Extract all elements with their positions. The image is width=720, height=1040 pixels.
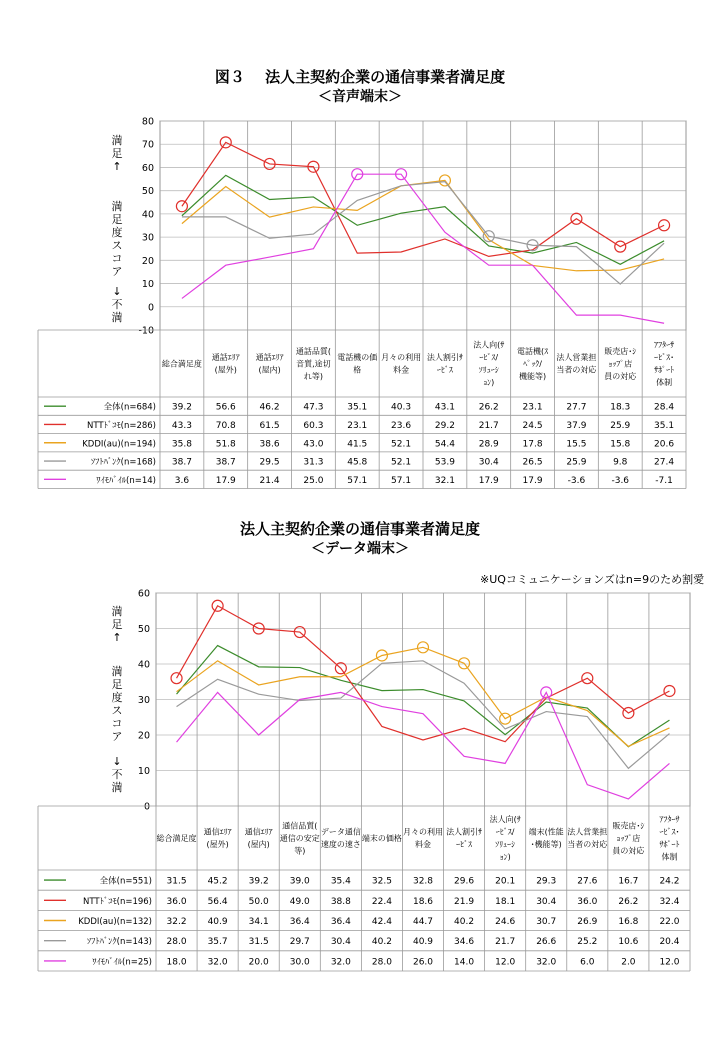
- chart1-ytick-label: 40: [141, 209, 154, 221]
- chart1-ytick-label: 0: [147, 302, 154, 314]
- chart2-ylabel-top: 満足↑: [111, 605, 123, 644]
- chart1-data-label: -7.1: [655, 475, 673, 486]
- chart2-title: 法人主契約企業の通信事業者満足度: [239, 520, 480, 538]
- chart2-data-label: 18.0: [166, 957, 187, 968]
- chart1-category-label: 月々の利用料金: [381, 353, 422, 375]
- chart2-category-label: 通信ｴﾘｱ(屋内): [244, 827, 273, 849]
- chart1-data-label: 29.5: [259, 457, 280, 468]
- chart1-data-label: 43.1: [434, 402, 455, 413]
- chart2-series-line: [177, 606, 670, 742]
- chart1-legend-label: ｿﾌﾄﾊﾞﾝｸ(n=168): [90, 457, 156, 468]
- chart2-data-label: 36.4: [289, 917, 310, 927]
- chart2-data-label: 26.0: [412, 957, 434, 968]
- chart2-data-label: 31.5: [166, 876, 187, 887]
- chart1-data-label: 53.9: [434, 457, 455, 468]
- chart2-data-label: 26.9: [577, 917, 598, 927]
- chart2-data-label: 29.7: [289, 937, 310, 948]
- chart2-data-label: 24.2: [659, 876, 680, 887]
- chart2-series-line: [177, 692, 670, 799]
- chart1-data-label: 18.3: [610, 402, 631, 413]
- chart1-data-label: 32.1: [434, 475, 455, 486]
- chart2-data-label: 21.7: [495, 937, 516, 948]
- chart1-data-label: 38.7: [215, 457, 236, 468]
- chart1-ytick-label: 30: [141, 232, 154, 244]
- chart2-category-label: 端末(性能･機能等): [528, 827, 564, 849]
- chart2-data-label: 40.2: [454, 917, 475, 927]
- chart2-data-label: 28.0: [166, 937, 187, 948]
- chart2-data-label: 25.2: [577, 937, 598, 948]
- chart2-data-label: 30.4: [330, 937, 351, 948]
- chart2-ytick-label: 40: [137, 659, 150, 671]
- chart2-data-label: 50.0: [248, 896, 269, 907]
- chart1-data-label: 37.9: [566, 420, 587, 431]
- chart1-data-label: 35.8: [171, 439, 192, 450]
- chart1-ytick-label: 50: [141, 186, 154, 198]
- chart1-ytick-label: 80: [141, 116, 154, 128]
- chart1-data-label: 28.9: [478, 439, 499, 450]
- chart1-data-label: 60.3: [303, 420, 324, 431]
- chart1-data-label: -3.6: [611, 475, 630, 486]
- chart1-data-label: 21.7: [478, 420, 499, 431]
- chart1-data-label: 26.2: [478, 402, 499, 413]
- chart1-data-label: 39.2: [171, 402, 192, 413]
- chart2-data-label: 30.4: [536, 896, 557, 907]
- chart1-data-label: 57.1: [347, 475, 368, 486]
- chart2-data-label: 42.4: [371, 917, 392, 927]
- chart2-data-label: 12.0: [495, 957, 516, 968]
- chart1-data-label: 23.6: [391, 420, 412, 431]
- chart1-data-label: 17.9: [215, 475, 236, 486]
- chart2-data-label: 20.1: [495, 876, 516, 887]
- chart1-subtitle: ＜音声端末＞: [318, 89, 402, 105]
- chart1-ytick-label: -10: [138, 325, 154, 337]
- chart1-data-label: 27.7: [566, 402, 587, 413]
- chart2-ytick-label: 0: [143, 801, 150, 813]
- chart1-data-label: 15.5: [566, 439, 587, 450]
- chart2-data-label: 32.4: [659, 896, 680, 907]
- chart1-data-label: 38.6: [259, 439, 280, 450]
- chart2-data-label: 27.6: [577, 876, 598, 887]
- chart2-data-label: 49.0: [289, 896, 310, 907]
- chart2-series-line: [177, 661, 670, 769]
- chart1-data-label: 17.9: [522, 475, 543, 486]
- chart2-data-label: 56.4: [207, 896, 228, 907]
- chart2-ytick-label: 30: [137, 695, 150, 706]
- chart2-data-label: 39.0: [289, 876, 310, 887]
- chart1-data-label: -3.6: [567, 475, 586, 486]
- chart1-data-label: 57.1: [391, 475, 412, 486]
- chart2-data-label: 32.0: [330, 957, 351, 968]
- chart2-legend-label: 全体(n=551): [99, 876, 152, 887]
- chart2-ytick-label: 20: [137, 730, 150, 742]
- chart1-category-label: 法人向(ｻｰﾋﾞｽ/ｿﾘｭｰｼｮﾝ): [473, 340, 505, 387]
- chart2-data-label: 6.0: [580, 957, 595, 968]
- chart2-data-label: 36.4: [330, 917, 351, 927]
- chart2-ylabel-bottom: ↓不満: [111, 755, 123, 794]
- chart2-data-label: 24.6: [495, 917, 516, 927]
- chart1-data-label: 3.6: [174, 475, 190, 486]
- chart1-legend-label: NTTﾄﾞｺﾓ(n=286): [87, 420, 156, 431]
- chart2-data-label: 39.2: [248, 876, 269, 887]
- chart2-ylabel-mid: 満足度スコア: [111, 665, 123, 743]
- chart1-data-label: 21.4: [259, 475, 280, 486]
- chart2-data-label: 26.6: [536, 937, 557, 948]
- chart1-data-label: 17.8: [522, 439, 543, 450]
- chart1-category-label: 法人割引ｻｰﾋﾞｽ: [426, 353, 463, 375]
- chart2-data-label: 32.0: [207, 957, 228, 968]
- chart1-data-label: 26.5: [522, 457, 543, 468]
- chart1-data-label: 56.6: [215, 402, 236, 413]
- chart1-data-label: 29.2: [434, 420, 455, 431]
- chart2-legend-label: NTTﾄﾞｺﾓ(n=196): [83, 896, 152, 907]
- chart1-data-label: 45.8: [347, 457, 368, 468]
- chart2-data-label: 2.0: [621, 957, 636, 968]
- chart2-data-label: 16.8: [618, 917, 639, 927]
- chart1-data-label: 25.9: [610, 420, 631, 431]
- chart2-legend-label: ﾜｲﾓﾊﾞｲﾙ(n=25): [92, 957, 152, 968]
- chart2-data-label: 40.9: [412, 937, 434, 948]
- chart2-data-label: 31.5: [248, 937, 269, 948]
- chart1-data-label: 15.8: [610, 439, 631, 450]
- chart2-data-label: 22.4: [371, 896, 392, 907]
- chart2-legend-label: ｿﾌﾄﾊﾞﾝｸ(n=143): [86, 937, 152, 948]
- chart1-data-label: 31.3: [303, 457, 324, 468]
- chart2-data-label: 34.6: [454, 937, 475, 948]
- chart2-data-label: 18.1: [495, 896, 516, 907]
- chart2-data-label: 35.7: [207, 937, 228, 948]
- chart2-data-label: 21.9: [454, 896, 475, 907]
- chart2-data-label: 18.6: [412, 896, 434, 907]
- chart2-data-label: 29.3: [536, 876, 557, 887]
- chart1-category-label: 電話機(ｽﾍﾟｯｸ/機能等): [517, 346, 549, 381]
- chart2-ytick-label: 60: [137, 588, 150, 600]
- chart2-data-label: 30.0: [289, 957, 310, 968]
- chart1-category-label: 通話品質(音質,途切れ等): [295, 346, 331, 381]
- chart2-legend-label: KDDI(au)(n=132): [78, 917, 152, 927]
- chart2-data-label: 36.0: [166, 896, 187, 907]
- chart1-data-label: 70.8: [215, 420, 236, 431]
- chart1-category-label: ｱﾌﾀｰｻｰﾋﾞｽ･ｻﾎﾟｰﾄ体制: [654, 340, 675, 387]
- chart2-data-label: 32.5: [371, 876, 392, 887]
- chart1-data-label: 51.8: [215, 439, 236, 450]
- chart2-data-label: 10.6: [618, 937, 639, 948]
- chart1-data-label: 17.9: [478, 475, 499, 486]
- chart2-data-label: 36.0: [577, 896, 598, 907]
- chart2-data-label: 20.4: [659, 937, 680, 948]
- chart1-category-label: 通話ｴﾘｱ(屋外): [211, 353, 240, 375]
- chart1-data-label: 28.4: [654, 402, 675, 413]
- chart2-category-label: 販売店･ｼｮｯﾌﾟ店員の対応: [612, 821, 645, 856]
- chart1-ytick-label: 20: [141, 255, 154, 267]
- chart1-legend-label: KDDI(au)(n=194): [82, 439, 156, 450]
- chart2-data-label: 12.0: [659, 957, 680, 968]
- chart1-category-label: 販売店･ｼｮｯﾌﾟ店員の対応: [604, 346, 637, 381]
- chart2-data-label: 14.0: [454, 957, 475, 968]
- chart1-data-label: 54.4: [434, 439, 455, 450]
- chart2-data-label: 34.1: [248, 917, 269, 927]
- chart1-ytick-label: 70: [141, 139, 154, 151]
- chart1-data-label: 23.1: [347, 420, 368, 431]
- chart2-data-label: 44.7: [412, 917, 434, 927]
- chart1-category-label: 法人営業担当者の対応: [556, 353, 597, 375]
- chart1-data-label: 25.0: [303, 475, 324, 486]
- chart1-category-label: 電話機の価格: [337, 353, 378, 375]
- chart1-ytick-label: 60: [141, 162, 154, 174]
- chart2-data-label: 22.0: [659, 917, 680, 927]
- chart1-data-label: 25.9: [566, 457, 587, 468]
- chart2-data-label: 29.6: [454, 876, 475, 887]
- chart2-data-label: 35.4: [330, 876, 351, 887]
- chart1-data-label: 35.1: [347, 402, 368, 413]
- chart1-data-label: 43.3: [171, 420, 192, 431]
- chart1-ylabel-mid: 満足度スコア: [111, 200, 123, 278]
- chart1-ylabel-bottom: ↓不満: [111, 285, 123, 324]
- chart1-data-label: 61.5: [259, 420, 280, 431]
- chart2-data-label: 40.2: [371, 937, 392, 948]
- chart2-data-label: 32.0: [536, 957, 557, 968]
- chart1-data-label: 46.2: [259, 402, 280, 413]
- chart2-data-label: 28.0: [371, 957, 392, 968]
- chart2-category-label: 端末の価格: [361, 833, 402, 843]
- chart1-title: 図３ 法人主契約企業の通信事業者満足度: [214, 68, 506, 86]
- chart1-data-label: 52.1: [391, 457, 412, 468]
- chart1-data-label: 38.7: [171, 457, 192, 468]
- chart1-category-label: 総合満足度: [161, 359, 202, 369]
- chart1-data-label: 47.3: [303, 402, 324, 413]
- chart2-category-label: 通信ｴﾘｱ(屋外): [203, 827, 232, 849]
- chart1-data-label: 30.4: [478, 457, 499, 468]
- chart2-subtitle: ＜データ端末＞: [311, 541, 409, 557]
- chart1-data-label: 52.1: [391, 439, 412, 450]
- chart1-data-label: 35.1: [654, 420, 675, 431]
- chart2-data-label: 16.7: [618, 876, 639, 887]
- chart2-category-label: 法人向(ｻｰﾋﾞｽ/ｿﾘｭｰｼｮﾝ): [489, 815, 521, 862]
- chart2-data-label: 26.2: [618, 896, 639, 907]
- chart2-data-label: 38.8: [330, 896, 351, 907]
- chart1-data-label: 27.4: [654, 457, 675, 468]
- chart2-category-label: データ通信速度の速さ: [320, 827, 361, 849]
- chart2-category-label: 法人営業担当者の対応: [567, 827, 608, 849]
- chart1-ytick-label: 10: [141, 279, 154, 291]
- chart1-legend-label: ﾜｲﾓﾊﾞｲﾙ(n=14): [96, 475, 156, 486]
- chart1-data-label: 43.0: [303, 439, 324, 450]
- chart2-data-label: 40.9: [207, 917, 228, 927]
- chart2-category-label: 月々の利用料金: [403, 827, 443, 849]
- chart2-category-label: 法人割引ｻｰﾋﾞｽ: [446, 827, 483, 849]
- chart1-data-label: 9.8: [613, 457, 628, 468]
- chart2-note: ※UQコミュニケーションズはn=9のため割愛: [480, 573, 705, 586]
- chart2-ytick-label: 10: [137, 766, 150, 777]
- chart1-ylabel-top: 満足↑: [111, 134, 123, 173]
- chart2-data-label: 20.0: [248, 957, 269, 968]
- chart2-ytick-label: 50: [137, 624, 150, 635]
- chart1-data-label: 24.5: [522, 420, 543, 431]
- chart1-data-label: 20.6: [654, 439, 675, 450]
- chart2-category-label: 総合満足度: [156, 833, 197, 843]
- chart2-data-label: 45.2: [207, 876, 228, 887]
- chart2-data-label: 32.8: [412, 876, 434, 887]
- chart2-category-label: ｱﾌﾀｰｻｰﾋﾞｽ･ｻﾎﾟｰﾄ体制: [659, 815, 680, 862]
- chart1-data-label: 23.1: [522, 402, 543, 413]
- chart1-data-label: 41.5: [347, 439, 368, 450]
- chart2-category-label: 通信品質(通信の安定等): [279, 821, 320, 856]
- chart1-data-label: 40.3: [391, 402, 412, 413]
- chart1-legend-label: 全体(n=684): [103, 402, 156, 413]
- chart1-category-label: 通話ｴﾘｱ(屋内): [255, 353, 284, 375]
- chart2-data-label: 30.7: [536, 917, 557, 927]
- chart2-data-label: 32.2: [166, 917, 187, 927]
